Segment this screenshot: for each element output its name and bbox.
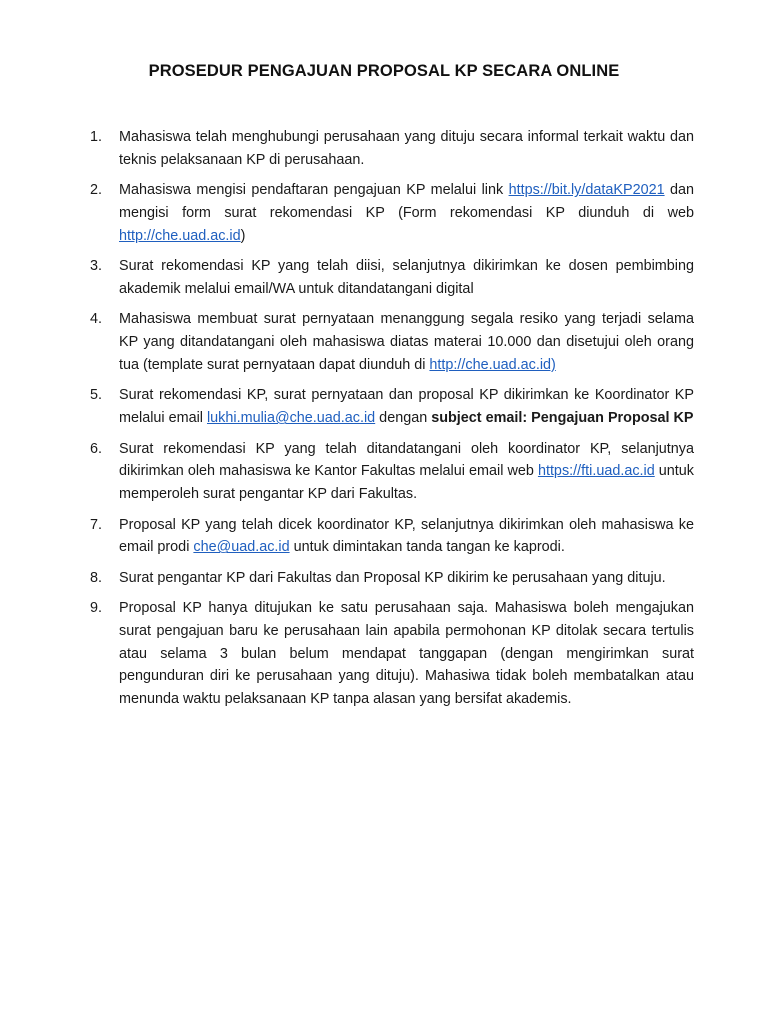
registration-link[interactable]: https://bit.ly/dataKP2021: [508, 182, 665, 199]
step-text-segment: dengan: [375, 410, 432, 427]
step-text: [119, 255, 694, 301]
list-item: [90, 384, 694, 430]
list-item: [90, 179, 694, 247]
step-text-segment: Mahasiswa mengisi pendaftaran pengajuan KP melalui link: [119, 182, 509, 199]
che-website-link[interactable]: http://che.uad.ac.id: [119, 227, 241, 244]
list-item: [90, 567, 694, 590]
step-text: [119, 438, 694, 506]
step-number: 7.: [90, 516, 103, 533]
list-item: [90, 126, 694, 172]
step-number: 5.: [90, 387, 103, 404]
list-item: [90, 308, 694, 376]
step-text-segment: Surat rekomendasi KP yang telah ditandatangani oleh koordinator KP, selanjutnya dikirimkan oleh mahasiswa ke Kantor Fakultas melalui email web: [119, 440, 694, 480]
procedure-list: [90, 126, 694, 719]
step-text: [119, 384, 694, 430]
list-item: [90, 597, 694, 711]
list-item: [90, 514, 694, 560]
step-text-segment: ): [240, 227, 246, 244]
step-number: 6.: [90, 440, 103, 457]
step-number: 4.: [90, 311, 103, 328]
step-text-segment: Surat rekomendasi KP yang telah diisi, selanjutnya dikirimkan ke dosen pembimbing akademik melalui email/WA untuk ditandatangani digital: [119, 258, 694, 297]
step-text: [119, 567, 694, 590]
step-text: [119, 179, 694, 247]
step-number: 9.: [90, 600, 103, 617]
step-text: [119, 126, 694, 172]
step-text-segment: Mahasiswa telah menghubungi perusahaan yang dituju secara informal terkait waktu dan teknis pelaksanaan KP di perusahaan.: [119, 129, 694, 168]
step-number: 1.: [90, 129, 103, 145]
list-item: [90, 438, 694, 506]
step-number: 2.: [90, 182, 103, 199]
step-number: 3.: [90, 258, 103, 275]
step-text-segment: untuk dimintakan tanda tangan ke kaprodi.: [289, 539, 565, 556]
document-title: PROSEDUR PENGAJUAN PROPOSAL KP SECARA ONLINE: [148, 62, 620, 80]
step-text-segment: Surat rekomendasi KP, surat pernyataan dan proposal KP dikirimkan ke Koordinator KP melalui email: [119, 387, 694, 427]
coordinator-email-link[interactable]: lukhi.mulia@che.uad.ac.id: [206, 410, 376, 427]
template-download-link[interactable]: http://che.uad.ac.id): [429, 356, 556, 373]
step-text: [119, 514, 694, 560]
step-number: 8.: [90, 569, 103, 586]
prodi-email-link[interactable]: che@uad.ac.id: [193, 539, 290, 556]
step-text-segment: Proposal KP hanya ditujukan ke satu perusahaan saja. Mahasiswa boleh mengajukan surat pengajuan baru ke perusahaan lain apabila permohonan KP ditolak secara tertulis atau selama 3 bulan belum mendapat tanggapan (dengan mengirimkan surat pengunduran diri ke perusahaan yang dituju). Mahasiwa tidak boleh membatalkan atau menunda waktu pelaksanaan KP tanpa alasan yang bersifat akademis.: [119, 600, 694, 708]
step-text-segment: dan mengisi form surat rekomendasi KP (Form rekomendasi KP diunduh di web: [119, 182, 694, 221]
list-item: [90, 255, 694, 301]
step-text: [119, 308, 694, 376]
step-text: [119, 597, 694, 711]
faculty-website-link[interactable]: https://fti.uad.ac.id: [537, 463, 655, 480]
email-subject-text: subject email: Pengajuan Proposal KP: [431, 410, 694, 427]
step-text-segment: untuk memperoleh surat pengantar KP dari Fakultas.: [119, 463, 695, 503]
step-text-segment: Proposal KP yang telah dicek koordinator KP, selanjutnya dikirimkan oleh mahasiswa ke email prodi: [119, 516, 694, 556]
step-text-segment: Surat pengantar KP dari Fakultas dan Proposal KP dikirim ke perusahaan yang dituju.: [119, 569, 666, 586]
step-text-segment: Mahasiswa membuat surat pernyataan menanggung segala resiko yang terjadi selama KP yang ditandatangani oleh mahasiswa diatas materai 10.000 dan disetujui oleh orang tua (template surat pernyataan dapat diunduh di: [119, 311, 694, 373]
